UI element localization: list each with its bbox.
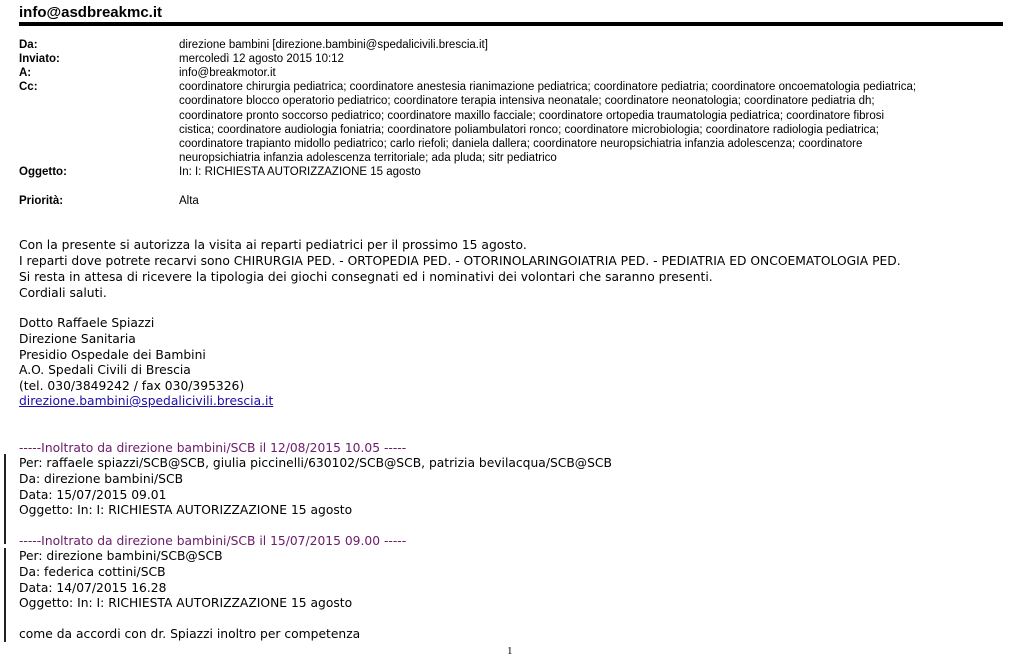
signature-email-link[interactable]: direzione.bambini@spedalicivili.brescia.it [19, 394, 274, 408]
message-line: Si resta in attesa di ricevere la tipologia dei giochi consegnati ed i nominativi dei volontari che saranno presenti. [19, 270, 713, 284]
forward-header: -----Inoltrato da direzione bambini/SCB il 12/08/2015 10.05 ----- [19, 441, 407, 455]
priority-label: Priorità: [19, 195, 64, 207]
forward-note: come da accordi con dr. Spiazzi inoltro per competenza [19, 627, 361, 641]
cc-line: neuropsichiatria infanzia adolescenza territoriale; ada pluda; sitr pediatrico [179, 152, 557, 165]
forward-subject: Oggetto: In: I: RICHIESTA AUTORIZZAZIONE 15 agosto [19, 596, 353, 610]
signature-line: A.O. Spedali Civili di Brescia [19, 363, 191, 377]
cc-line: cistica; coordinatore audiologia foniatria; coordinatore poliambulatori ronco; coordinatore microbiologia; coordinatore radiologia pediatrica; [179, 123, 879, 136]
signature-line: (tel. 030/3849242 / fax 030/395326) [19, 379, 245, 393]
from-value[interactable]: direzione bambini [direzione.bambini@spedalicivili.brescia.it] [179, 39, 488, 51]
from-label: Da: [19, 39, 38, 51]
forward-subject: Oggetto: In: I: RICHIESTA AUTORIZZAZIONE 15 agosto [19, 503, 353, 517]
forward-header: -----Inoltrato da direzione bambini/SCB il 15/07/2015 09.00 ----- [19, 534, 407, 548]
sent-value: mercoledì 12 agosto 2015 10:12 [179, 53, 344, 65]
cc-line: coordinatore pronto soccorso pediatrico; coordinatore maxillo facciale; coordinatore ortopedia traumatologia pediatrica; coordinatore fibrosi [179, 109, 885, 122]
forward-from: Da: federica cottini/SCB [19, 565, 166, 579]
message-line: Cordiali saluti. [19, 286, 107, 300]
quote-bar [4, 548, 6, 642]
message-line: Con la presente si autorizza la visita ai reparti pediatrici per il prossimo 15 agosto. [19, 238, 527, 252]
quote-bar [4, 454, 6, 544]
account-title: info@asdbreakmc.it [19, 4, 162, 21]
signature-line: Presidio Ospedale dei Bambini [19, 348, 206, 362]
page-number: 1 [507, 645, 513, 657]
cc-line: coordinatore trapianto midollo pediatrico; carlo riefoli; daniela dallera; coordinatore neuropsichiatria infanzia adolescenza; coordinatore [179, 138, 863, 151]
subject-value: In: I: RICHIESTA AUTORIZZAZIONE 15 agosto [179, 166, 421, 178]
forward-to: Per: raffaele spiazzi/SCB@SCB, giulia piccinelli/630102/SCB@SCB, patrizia bevilacqua/SCB@SCB [19, 456, 612, 470]
priority-value: Alta [179, 195, 199, 207]
sent-label: Inviato: [19, 53, 60, 65]
cc-value[interactable] [179, 80, 999, 166]
forward-to: Per: direzione bambini/SCB@SCB [19, 549, 223, 563]
cc-line: coordinatore blocco operatorio pediatrico; coordinatore terapia intensiva neonatale; coordinatore neonatologia; coordinatore pediatria dh; [179, 95, 875, 108]
message-line: I reparti dove potrete recarvi sono CHIRURGIA PED. - ORTOPEDIA PED. - OTORINOLARINGOIATRIA PED. - PEDIATRIA ED ONCOEMATOLOGIA PED. [19, 254, 901, 268]
to-label: A: [19, 67, 32, 79]
to-value[interactable]: info@breakmotor.it [179, 67, 276, 79]
signature-line: Direzione Sanitaria [19, 332, 136, 346]
forward-from: Da: direzione bambini/SCB [19, 472, 184, 486]
header-rule [19, 22, 1003, 26]
signature-line: Dotto Raffaele Spiazzi [19, 316, 155, 330]
subject-label: Oggetto: [19, 166, 67, 178]
forward-date: Data: 14/07/2015 16.28 [19, 581, 167, 595]
cc-line: coordinatore chirurgia pediatrica; coordinatore anestesia rianimazione pediatrica; coordinatore pediatria; coordinatore oncoematologia pediatrica; [179, 81, 917, 93]
cc-label: Cc: [19, 81, 38, 93]
forward-date: Data: 15/07/2015 09.01 [19, 488, 167, 502]
